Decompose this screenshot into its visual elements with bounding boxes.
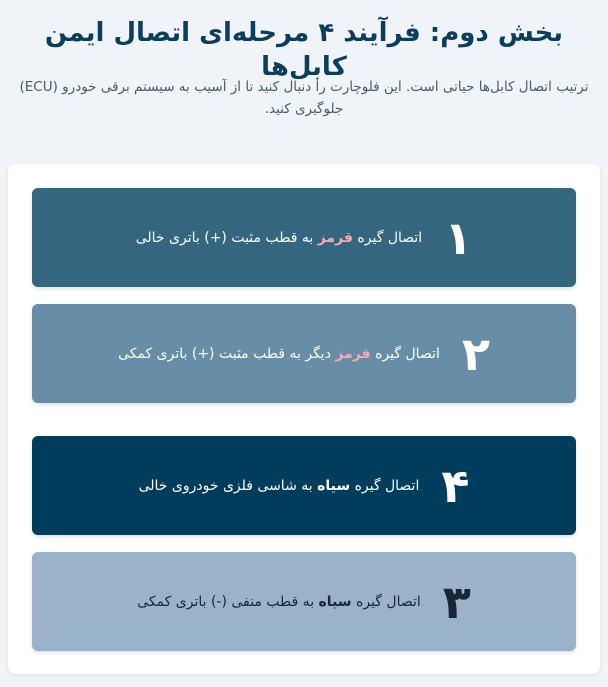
step-number: ۲ <box>461 326 490 381</box>
step-text: اتصال گیره قرمز به قطب مثبت (+) باتری خالی <box>135 229 423 246</box>
step-number: ۱ <box>444 210 473 265</box>
step-highlight: سیاه <box>318 593 352 610</box>
page-description: ترتیب اتصال کابل‌ها حیاتی است. این فلوچارت را دنبال کنید تا از آسیب به سیستم برقی خودرو (ECU) جلوگیری کنید. <box>19 79 589 117</box>
step-text: اتصال گیره سیاه به قطب منفی (-) باتری کمکی <box>137 593 421 610</box>
step-1-box <box>32 188 576 287</box>
step-highlight: قرمز <box>335 345 371 362</box>
step-text: اتصال گیره قرمز دیگر به قطب مثبت (+) باتری کمکی <box>118 345 440 362</box>
step-text: اتصال گیره سیاه به شاسی فلزی خودروی خالی <box>138 477 420 494</box>
step-4-box <box>32 436 576 535</box>
page-title: بخش دوم: فرآیند ۴ مرحله‌ای اتصال ایمن کابل‌ها <box>44 18 564 82</box>
step-3-box <box>32 552 576 651</box>
step-highlight: سیاه <box>317 477 351 494</box>
flowchart-card <box>8 164 600 674</box>
step-2-box <box>32 304 576 403</box>
step-number: ۳ <box>442 574 471 629</box>
step-highlight: قرمز <box>317 229 353 246</box>
step-number: ۴ <box>441 458 470 513</box>
